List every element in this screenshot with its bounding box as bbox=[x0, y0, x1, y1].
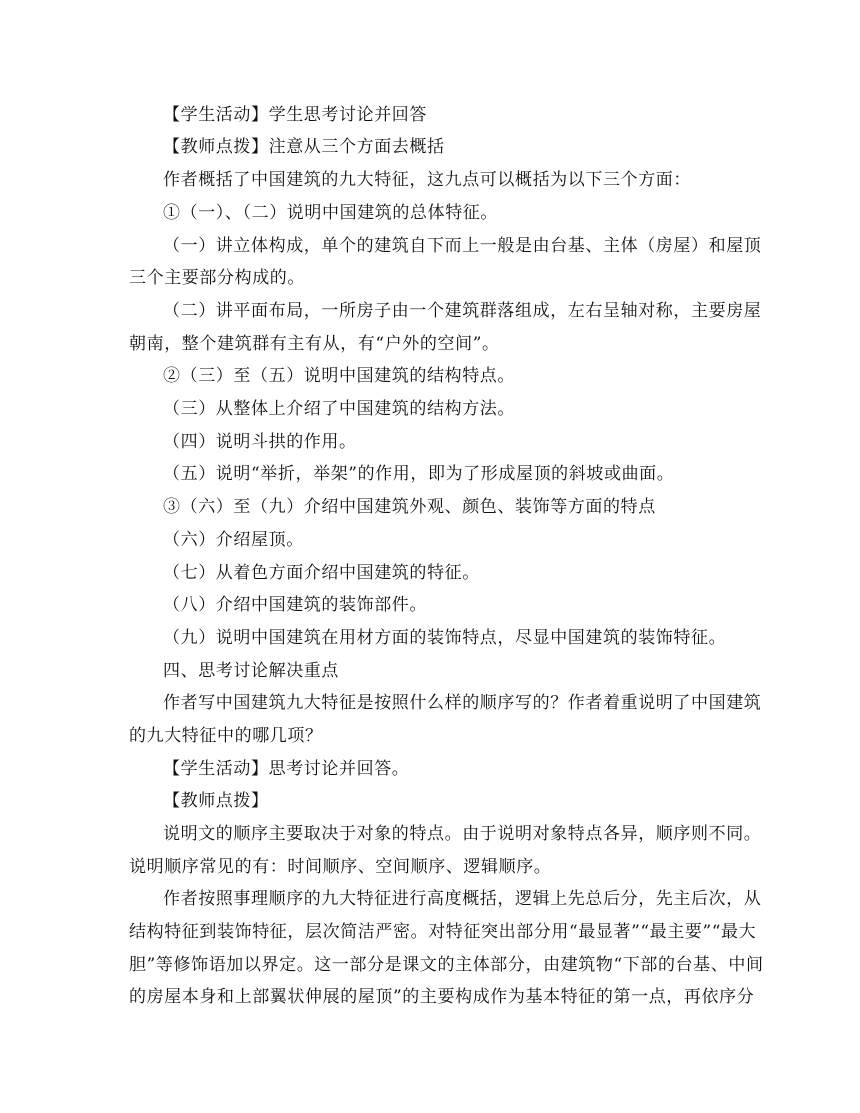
text-line: （九）说明中国建筑在用材方面的装饰特点，尽显中国建筑的装饰特征。 bbox=[163, 628, 727, 648]
text-line: （二）讲平面布局，一所房子由一个建筑群落组成，左右呈轴对称，主要房屋 bbox=[163, 301, 762, 321]
text-line: 朝南，整个建筑群有主有从，有“户外的空间”。 bbox=[129, 334, 500, 354]
text-line: 【学生活动】思考讨论并回答。 bbox=[163, 759, 410, 779]
text-line: （七）从着色方面介绍中国建筑的特征。 bbox=[163, 563, 480, 583]
text-line: 胆”等修饰语加以界定。这一部分是课文的主体部分，由建筑物“下部的台基、中间 bbox=[129, 955, 764, 975]
text-line: 【教师点拨】注意从三个方面去概括 bbox=[163, 137, 445, 157]
text-line: 的九大特征中的哪几项？ bbox=[129, 726, 323, 746]
text-line: （六）介绍屋顶。 bbox=[163, 530, 304, 550]
text-line: （三）从整体上介绍了中国建筑的结构方法。 bbox=[163, 399, 515, 419]
text-line: 结构特征到装饰特征，层次简洁严密。对特征突出部分用“最显著”“最主要”“最大 bbox=[129, 922, 757, 942]
text-line: ①（一）、（二）说明中国建筑的总体特征。 bbox=[163, 203, 498, 223]
text-line: 作者按照事理顺序的九大特征进行高度概括，逻辑上先总后分，先主后次，从 bbox=[163, 889, 762, 909]
text-line: 【学生活动】学生思考讨论并回答 bbox=[163, 105, 427, 125]
text-line: 作者概括了中国建筑的九大特征，这九点可以概括为以下三个方面： bbox=[163, 170, 691, 190]
text-line: （一）讲立体构成，单个的建筑自下而上一般是由台基、主体（房屋）和屋顶 bbox=[163, 236, 762, 256]
text-line: （五）说明“举折，举架”的作用，即为了形成屋顶的斜坡或曲面。 bbox=[163, 464, 675, 484]
text-line: （四）说明斗拱的作用。 bbox=[163, 432, 357, 452]
text-line: 说明文的顺序主要取决于对象的特点。由于说明对象特点各异，顺序则不同。 bbox=[163, 824, 762, 844]
section-heading: 四、思考讨论解决重点 bbox=[163, 661, 339, 681]
text-line: ②（三）至（五）说明中国建筑的结构特点。 bbox=[163, 366, 515, 386]
text-line: 的房屋本身和上部翼状伸展的屋顶”的主要构成作为基本特征的第一点，再依序分 bbox=[129, 987, 755, 1007]
text-line: ③（六）至（九）介绍中国建筑外观、颜色、装饰等方面的特点 bbox=[163, 497, 656, 517]
text-line: 【教师点拨】 bbox=[163, 791, 269, 811]
text-line: 三个主要部分构成的。 bbox=[129, 268, 305, 288]
text-line: （八）介绍中国建筑的装饰部件。 bbox=[163, 595, 427, 615]
text-line: 作者写中国建筑九大特征是按照什么样的顺序写的？作者着重说明了中国建筑 bbox=[163, 693, 762, 713]
text-line: 说明顺序常见的有：时间顺序、空间顺序、逻辑顺序。 bbox=[129, 857, 552, 877]
